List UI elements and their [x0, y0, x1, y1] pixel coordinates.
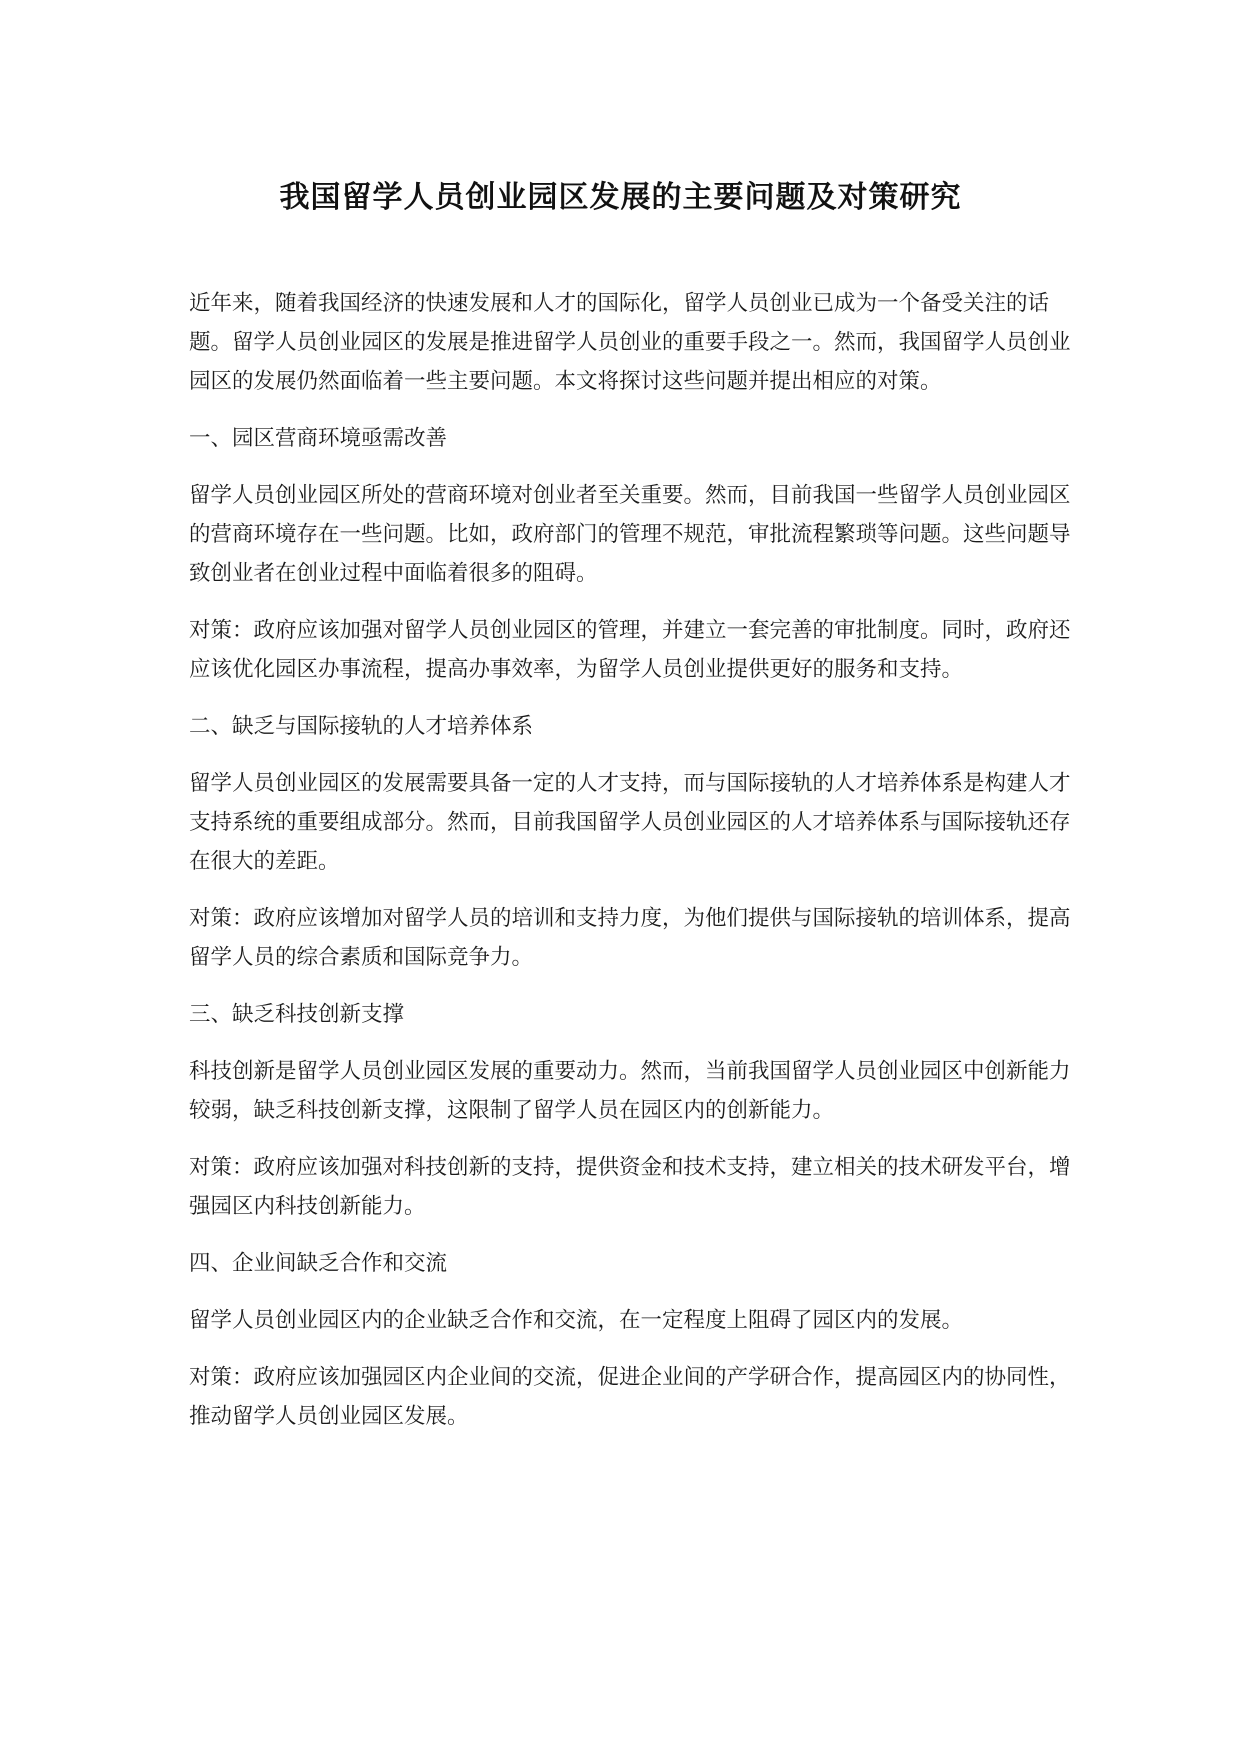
countermeasure-paragraph: 对策：政府应该加强园区内企业间的交流，促进企业间的产学研合作，提高园区内的协同性，推动留学人员创业园区发展。	[189, 1365, 1071, 1429]
section-3	[189, 995, 1079, 1226]
document-title: 我国留学人员创业园区发展的主要问题及对策研究	[279, 180, 962, 215]
problem-paragraph: 科技创新是留学人员创业园区发展的重要动力。然而，当前我国留学人员创业园区中创新能力较弱，缺乏科技创新支撑，这限制了留学人员在园区内的创新能力。	[189, 1059, 1071, 1123]
countermeasure-paragraph: 对策：政府应该增加对留学人员的培训和支持力度，为他们提供与国际接轨的培训体系，提高留学人员的综合素质和国际竞争力。	[189, 906, 1071, 970]
intro-paragraph: 近年来，随着我国经济的快速发展和人才的国际化，留学人员创业已成为一个备受关注的话题。留学人员创业园区的发展是推进留学人员创业的重要手段之一。然而，我国留学人员创业园区的发展仍然面临着一些主要问题。本文将探讨这些问题并提出相应的对策。	[189, 291, 1071, 394]
problem-paragraph: 留学人员创业园区内的企业缺乏合作和交流，在一定程度上阻碍了园区内的发展。	[189, 1308, 964, 1333]
section-heading: 四、企业间缺乏合作和交流	[189, 1251, 448, 1276]
countermeasure-paragraph: 对策：政府应该加强对留学人员创业园区的管理，并建立一套完善的审批制度。同时，政府还应该优化园区办事流程，提高办事效率，为留学人员创业提供更好的服务和支持。	[189, 618, 1071, 682]
section-heading: 二、缺乏与国际接轨的人才培养体系	[189, 714, 534, 739]
section-heading: 三、缺乏科技创新支撑	[189, 1002, 405, 1027]
countermeasure-paragraph: 对策：政府应该加强对科技创新的支持，提供资金和技术支持，建立相关的技术研发平台，增强园区内科技创新能力。	[189, 1155, 1071, 1219]
section-2	[189, 707, 1079, 977]
document-body	[189, 284, 1079, 1454]
section-heading: 一、园区营商环境亟需改善	[189, 426, 448, 451]
problem-paragraph: 留学人员创业园区的发展需要具备一定的人才支持，而与国际接轨的人才培养体系是构建人才支持系统的重要组成部分。然而，目前我国留学人员创业园区的人才培养体系与国际接轨还存在很大的差距。	[189, 771, 1071, 874]
section-4	[189, 1244, 1079, 1436]
problem-paragraph: 留学人员创业园区所处的营商环境对创业者至关重要。然而，目前我国一些留学人员创业园区的营商环境存在一些问题。比如，政府部门的管理不规范，审批流程繁琐等问题。这些问题导致创业者在创业过程中面临着很多的阻碍。	[189, 483, 1071, 586]
section-1	[189, 419, 1079, 689]
